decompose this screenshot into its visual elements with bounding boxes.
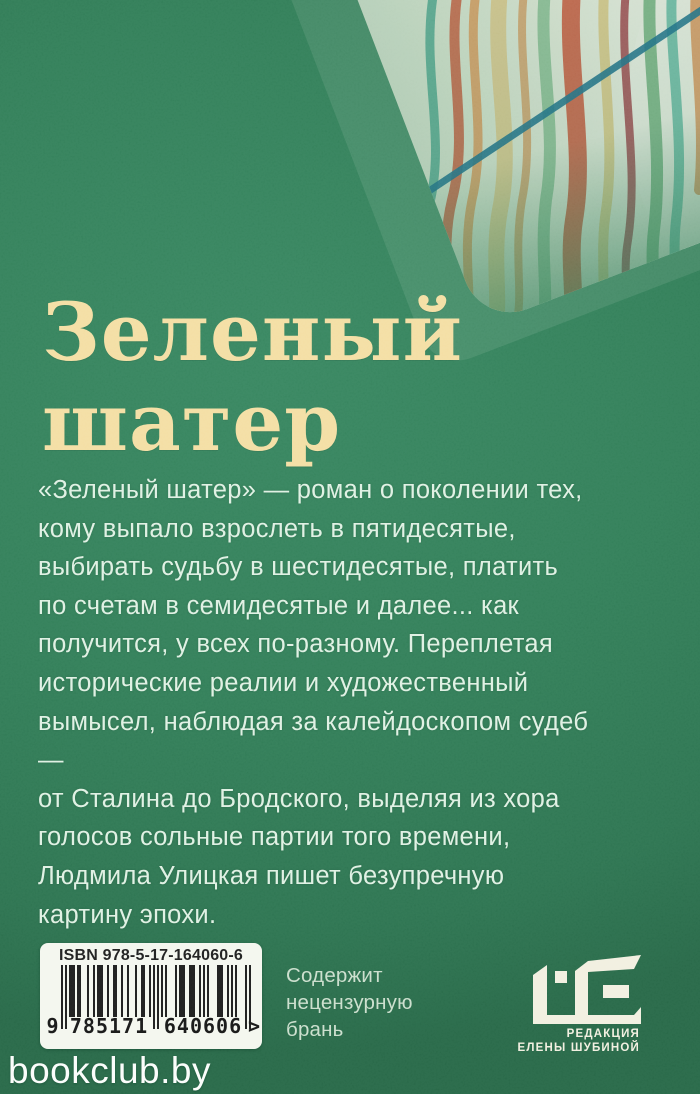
annotation: [38, 471, 613, 934]
content-warning-line: Содержит: [286, 964, 383, 987]
annotation-line: вымысел, наблюдая за калейдоскопом судеб —: [38, 707, 589, 775]
content-warning-line: нецензурную: [286, 991, 413, 1014]
barcode-digit-left: 9: [46, 1014, 60, 1038]
annotation-line: выбирать судьбу в шестидесятые, платить: [38, 553, 559, 582]
publisher-logo-icon: [531, 953, 641, 1025]
publisher-name-line2: ЕЛЕНЫ ШУБИНОЙ: [517, 1042, 640, 1054]
annotation-line: получится, у всех по-разному. Переплетая: [38, 630, 553, 659]
barcode-digit-group2: 640606: [163, 1014, 243, 1038]
publisher-name-line1: РЕДАКЦИЯ: [566, 1028, 640, 1040]
isbn-box: [40, 943, 262, 1049]
annotation-line: по счетам в семидесятые и далее... как: [38, 591, 520, 620]
isbn-label: ISBN 978-5-17-164060-6: [58, 947, 244, 964]
content-warning-line: брань: [286, 1018, 344, 1041]
book-title: [42, 287, 463, 467]
watermark-bookclub: bookclub.by: [8, 1050, 211, 1091]
annotation-line: исторические реалии и художественный: [38, 668, 529, 697]
publisher-name: [517, 1027, 640, 1055]
barcode-digit-group1: 785171: [69, 1014, 149, 1038]
content-warning: [286, 962, 413, 1043]
book-title-line2: шатер: [42, 375, 342, 469]
annotation-line: «Зеленый шатер» — роман о поколении тех,: [38, 476, 583, 504]
book-title-line1: Зеленый: [42, 285, 463, 379]
annotation-line: от Сталина до Бродского, выделяя из хора: [38, 784, 560, 813]
barcode-end-mark: >: [247, 1014, 261, 1038]
annotation-line: кому выпало взрослеть в пятидесятые,: [38, 514, 516, 543]
annotation-line: Людмила Улицкая пишет безупречную: [38, 861, 505, 890]
annotation-line: голосов сольные партии того времени,: [38, 823, 511, 852]
annotation-line: картину эпохи.: [38, 900, 217, 929]
